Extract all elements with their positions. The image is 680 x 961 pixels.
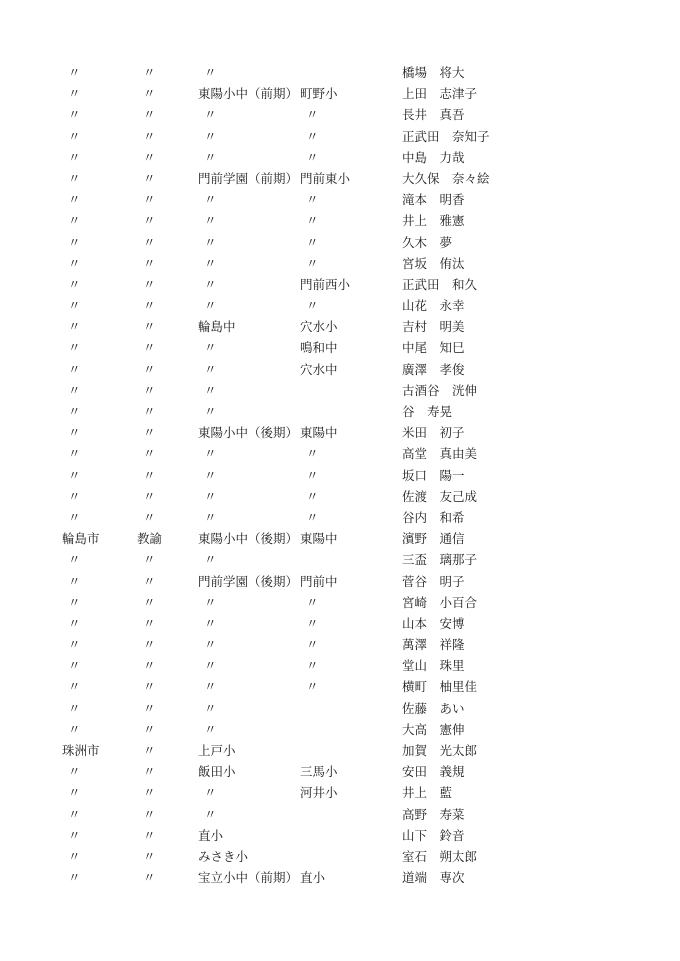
city-cell: 〃 xyxy=(68,319,81,335)
roster-row xyxy=(0,232,680,253)
role-cell: 〃 xyxy=(143,637,156,653)
roster-row xyxy=(0,592,680,613)
school-cell: 〃 xyxy=(204,361,217,377)
roster-row xyxy=(0,846,680,867)
person-name-cell: 室石 朔太郎 xyxy=(402,848,478,864)
person-name-cell: 三盃 璃那子 xyxy=(402,552,478,568)
role-cell: 〃 xyxy=(143,721,156,737)
roster-row xyxy=(0,676,680,697)
city-cell: 〃 xyxy=(68,870,81,886)
assignment-cell: 鳴和中 xyxy=(300,340,338,356)
assignment-cell: 門前西小 xyxy=(300,276,351,292)
assignment-cell: 〃 xyxy=(306,488,319,504)
person-name-cell: 山下 鈴音 xyxy=(402,827,465,843)
assignment-cell: 〃 xyxy=(306,234,319,250)
city-cell: 〃 xyxy=(68,404,81,419)
city-cell: 〃 xyxy=(68,615,81,631)
assignment-cell: 〃 xyxy=(306,637,319,653)
person-name-cell: 中尾 知巳 xyxy=(402,340,465,356)
person-name-cell: 大久保 奈々絵 xyxy=(402,170,490,186)
school-cell: 〃 xyxy=(204,149,217,165)
roster-row xyxy=(0,486,680,507)
role-cell: 〃 xyxy=(143,573,156,589)
person-name-cell: 濱野 通信 xyxy=(402,531,465,547)
city-cell: 〃 xyxy=(68,65,81,80)
city-cell: 〃 xyxy=(68,107,81,123)
assignment-cell: 〃 xyxy=(306,128,319,144)
person-name-cell: 横町 柚里佳 xyxy=(402,679,478,695)
person-name-cell: 佐渡 友己成 xyxy=(402,488,478,504)
school-cell: 〃 xyxy=(204,446,217,462)
role-cell: 〃 xyxy=(143,213,156,229)
school-cell: 門前学園（前期） xyxy=(198,170,299,186)
assignment-cell: 〃 xyxy=(306,615,319,631)
city-cell: 〃 xyxy=(68,721,81,737)
assignment-cell: 直小 xyxy=(300,870,326,886)
school-cell: 上戸小 xyxy=(198,743,236,758)
school-cell: 〃 xyxy=(204,785,217,801)
school-cell: 〃 xyxy=(204,509,217,525)
city-cell: 〃 xyxy=(68,806,81,822)
city-cell: 〃 xyxy=(68,340,81,356)
role-cell: 〃 xyxy=(143,594,156,610)
person-name-cell: 安田 義規 xyxy=(402,764,465,780)
assignment-cell: 〃 xyxy=(306,298,319,314)
role-cell: 〃 xyxy=(143,170,156,186)
roster-row xyxy=(0,443,680,464)
city-cell: 〃 xyxy=(68,679,81,695)
roster-row xyxy=(0,465,680,486)
roster-row xyxy=(0,698,680,719)
role-cell: 〃 xyxy=(143,276,156,292)
role-cell: 〃 xyxy=(143,700,156,716)
assignment-cell: 東陽中 xyxy=(300,425,338,441)
school-cell: 〃 xyxy=(204,700,217,716)
person-name-cell: 古酒谷 洸伸 xyxy=(402,382,478,398)
person-name-cell: 橋場 将大 xyxy=(402,65,465,80)
role-cell: 〃 xyxy=(143,425,156,441)
city-cell: 〃 xyxy=(68,446,81,462)
assignment-cell: 穴水中 xyxy=(300,361,338,377)
person-name-cell: 吉村 明美 xyxy=(402,319,465,335)
city-cell: 〃 xyxy=(68,382,81,398)
city-cell: 〃 xyxy=(68,785,81,801)
roster-row xyxy=(0,740,680,761)
person-name-cell: 宮崎 小百合 xyxy=(402,594,478,610)
assignment-cell: 河井小 xyxy=(300,785,338,801)
assignment-cell: 門前中 xyxy=(300,573,338,589)
person-name-cell: 堂山 珠里 xyxy=(402,658,465,674)
city-cell: 〃 xyxy=(68,552,81,568)
school-cell: 〃 xyxy=(204,594,217,610)
city-cell: 〃 xyxy=(68,276,81,292)
role-cell: 〃 xyxy=(143,679,156,695)
school-cell: 〃 xyxy=(204,107,217,123)
person-name-cell: 谷内 和希 xyxy=(402,509,465,525)
roster-row xyxy=(0,867,680,888)
school-cell: 〃 xyxy=(204,637,217,653)
role-cell: 〃 xyxy=(143,298,156,314)
role-cell: 〃 xyxy=(143,467,156,483)
role-cell: 〃 xyxy=(143,806,156,822)
school-cell: 〃 xyxy=(204,552,217,568)
person-name-cell: 井上 雅憲 xyxy=(402,213,465,229)
role-cell: 〃 xyxy=(143,192,156,208)
city-cell: 輪島市 xyxy=(62,531,100,547)
roster-row xyxy=(0,295,680,316)
roster-row xyxy=(0,126,680,147)
roster-row xyxy=(0,401,680,422)
school-cell: 〃 xyxy=(204,467,217,483)
school-cell: 〃 xyxy=(204,488,217,504)
role-cell: 〃 xyxy=(143,382,156,398)
school-cell: 〃 xyxy=(204,234,217,250)
roster-row xyxy=(0,571,680,592)
role-cell: 〃 xyxy=(143,234,156,250)
roster-row xyxy=(0,422,680,443)
assignment-cell: 〃 xyxy=(306,509,319,525)
school-cell: 〃 xyxy=(204,65,217,80)
person-name-cell: 正武田 奈知子 xyxy=(402,128,490,144)
roster-row xyxy=(0,634,680,655)
school-cell: 〃 xyxy=(204,213,217,229)
roster-row xyxy=(0,655,680,676)
roster-row xyxy=(0,782,680,803)
roster-row xyxy=(0,62,680,83)
person-name-cell: 長井 真吾 xyxy=(402,107,465,123)
role-cell: 〃 xyxy=(143,658,156,674)
person-name-cell: 滝本 明香 xyxy=(402,192,465,208)
school-cell: 〃 xyxy=(204,721,217,737)
assignment-cell: 三馬小 xyxy=(300,764,338,780)
role-cell: 〃 xyxy=(143,128,156,144)
role-cell: 〃 xyxy=(143,361,156,377)
city-cell: 〃 xyxy=(68,658,81,674)
city-cell: 〃 xyxy=(68,298,81,314)
school-cell: 〃 xyxy=(204,298,217,314)
school-cell: 〃 xyxy=(204,340,217,356)
roster-row xyxy=(0,528,680,549)
assignment-cell: 町野小 xyxy=(300,86,338,102)
roster-row xyxy=(0,359,680,380)
person-name-cell: 廣澤 孝俊 xyxy=(402,361,465,377)
person-name-cell: 上田 志津子 xyxy=(402,86,478,102)
assignment-cell: 〃 xyxy=(306,446,319,462)
person-name-cell: 佐藤 あい xyxy=(402,700,465,716)
role-cell: 〃 xyxy=(143,107,156,123)
role-cell: 〃 xyxy=(143,509,156,525)
city-cell: 珠洲市 xyxy=(62,743,100,758)
city-cell: 〃 xyxy=(68,213,81,229)
assignment-cell: 穴水小 xyxy=(300,319,338,335)
roster-row xyxy=(0,210,680,231)
person-name-cell: 菅谷 明子 xyxy=(402,573,465,589)
person-name-cell: 久木 夢 xyxy=(402,234,453,250)
role-cell: 〃 xyxy=(143,404,156,419)
city-cell: 〃 xyxy=(68,573,81,589)
person-name-cell: 道端 専次 xyxy=(402,870,465,886)
school-cell: 東陽小中（後期） xyxy=(198,425,299,441)
roster-row xyxy=(0,507,680,528)
city-cell: 〃 xyxy=(68,637,81,653)
city-cell: 〃 xyxy=(68,764,81,780)
city-cell: 〃 xyxy=(68,509,81,525)
roster-row xyxy=(0,147,680,168)
role-cell: 〃 xyxy=(143,488,156,504)
role-cell: 〃 xyxy=(143,86,156,102)
school-cell: 門前学園（後期） xyxy=(198,573,299,589)
roster-row xyxy=(0,316,680,337)
school-cell: 東陽小中（前期） xyxy=(198,86,299,102)
city-cell: 〃 xyxy=(68,255,81,271)
city-cell: 〃 xyxy=(68,425,81,441)
role-cell: 〃 xyxy=(143,764,156,780)
role-cell: 〃 xyxy=(143,319,156,335)
role-cell: 〃 xyxy=(143,785,156,801)
role-cell: 〃 xyxy=(143,65,156,80)
roster-row xyxy=(0,804,680,825)
role-cell: 〃 xyxy=(143,552,156,568)
roster-row xyxy=(0,274,680,295)
school-cell: 〃 xyxy=(204,276,217,292)
school-cell: 〃 xyxy=(204,192,217,208)
assignment-cell: 〃 xyxy=(306,107,319,123)
role-cell: 教諭 xyxy=(137,531,163,547)
person-name-cell: 山本 安博 xyxy=(402,615,465,631)
person-name-cell: 萬澤 祥隆 xyxy=(402,637,465,653)
assignment-cell: 〃 xyxy=(306,255,319,271)
school-cell: 飯田小 xyxy=(198,764,236,780)
school-cell: 直小 xyxy=(198,827,224,843)
school-cell: 〃 xyxy=(204,128,217,144)
roster-row xyxy=(0,253,680,274)
roster-row xyxy=(0,719,680,740)
assignment-cell: 〃 xyxy=(306,149,319,165)
city-cell: 〃 xyxy=(68,848,81,864)
person-name-cell: 中島 力哉 xyxy=(402,149,465,165)
role-cell: 〃 xyxy=(143,870,156,886)
school-cell: みさき小 xyxy=(198,848,249,864)
role-cell: 〃 xyxy=(143,743,156,758)
city-cell: 〃 xyxy=(68,827,81,843)
person-name-cell: 高堂 真由美 xyxy=(402,446,478,462)
roster-row xyxy=(0,380,680,401)
city-cell: 〃 xyxy=(68,700,81,716)
role-cell: 〃 xyxy=(143,255,156,271)
staff-roster xyxy=(0,62,680,888)
role-cell: 〃 xyxy=(143,340,156,356)
school-cell: 〃 xyxy=(204,806,217,822)
role-cell: 〃 xyxy=(143,615,156,631)
roster-row xyxy=(0,83,680,104)
assignment-cell: 東陽中 xyxy=(300,531,338,547)
city-cell: 〃 xyxy=(68,467,81,483)
person-name-cell: 正武田 和久 xyxy=(402,276,478,292)
assignment-cell: 〃 xyxy=(306,679,319,695)
roster-row xyxy=(0,104,680,125)
city-cell: 〃 xyxy=(68,594,81,610)
school-cell: 〃 xyxy=(204,615,217,631)
roster-row xyxy=(0,613,680,634)
person-name-cell: 大高 憲伸 xyxy=(402,721,465,737)
school-cell: 〃 xyxy=(204,404,217,419)
person-name-cell: 米田 初子 xyxy=(402,425,465,441)
roster-row xyxy=(0,761,680,782)
city-cell: 〃 xyxy=(68,361,81,377)
person-name-cell: 山花 永幸 xyxy=(402,298,465,314)
role-cell: 〃 xyxy=(143,446,156,462)
city-cell: 〃 xyxy=(68,234,81,250)
roster-row xyxy=(0,337,680,358)
school-cell: 東陽小中（後期） xyxy=(198,531,299,547)
school-cell: 輪島中 xyxy=(198,319,236,335)
person-name-cell: 宮坂 侑汰 xyxy=(402,255,465,271)
person-name-cell: 谷 寿晃 xyxy=(402,404,453,419)
person-name-cell: 高野 寿菜 xyxy=(402,806,465,822)
school-cell: 宝立小中（前期） xyxy=(198,870,299,886)
assignment-cell: 〃 xyxy=(306,213,319,229)
roster-row xyxy=(0,189,680,210)
person-name-cell: 井上 藍 xyxy=(402,785,453,801)
assignment-cell: 〃 xyxy=(306,467,319,483)
role-cell: 〃 xyxy=(143,827,156,843)
city-cell: 〃 xyxy=(68,86,81,102)
assignment-cell: 〃 xyxy=(306,594,319,610)
roster-row xyxy=(0,549,680,570)
person-name-cell: 加賀 光太郎 xyxy=(402,743,478,758)
role-cell: 〃 xyxy=(143,848,156,864)
role-cell: 〃 xyxy=(143,149,156,165)
city-cell: 〃 xyxy=(68,488,81,504)
school-cell: 〃 xyxy=(204,679,217,695)
assignment-cell: 〃 xyxy=(306,658,319,674)
school-cell: 〃 xyxy=(204,382,217,398)
city-cell: 〃 xyxy=(68,128,81,144)
person-name-cell: 坂口 陽一 xyxy=(402,467,465,483)
city-cell: 〃 xyxy=(68,170,81,186)
roster-row xyxy=(0,825,680,846)
city-cell: 〃 xyxy=(68,149,81,165)
assignment-cell: 〃 xyxy=(306,192,319,208)
city-cell: 〃 xyxy=(68,192,81,208)
roster-row xyxy=(0,168,680,189)
school-cell: 〃 xyxy=(204,255,217,271)
school-cell: 〃 xyxy=(204,658,217,674)
assignment-cell: 門前東小 xyxy=(300,170,351,186)
